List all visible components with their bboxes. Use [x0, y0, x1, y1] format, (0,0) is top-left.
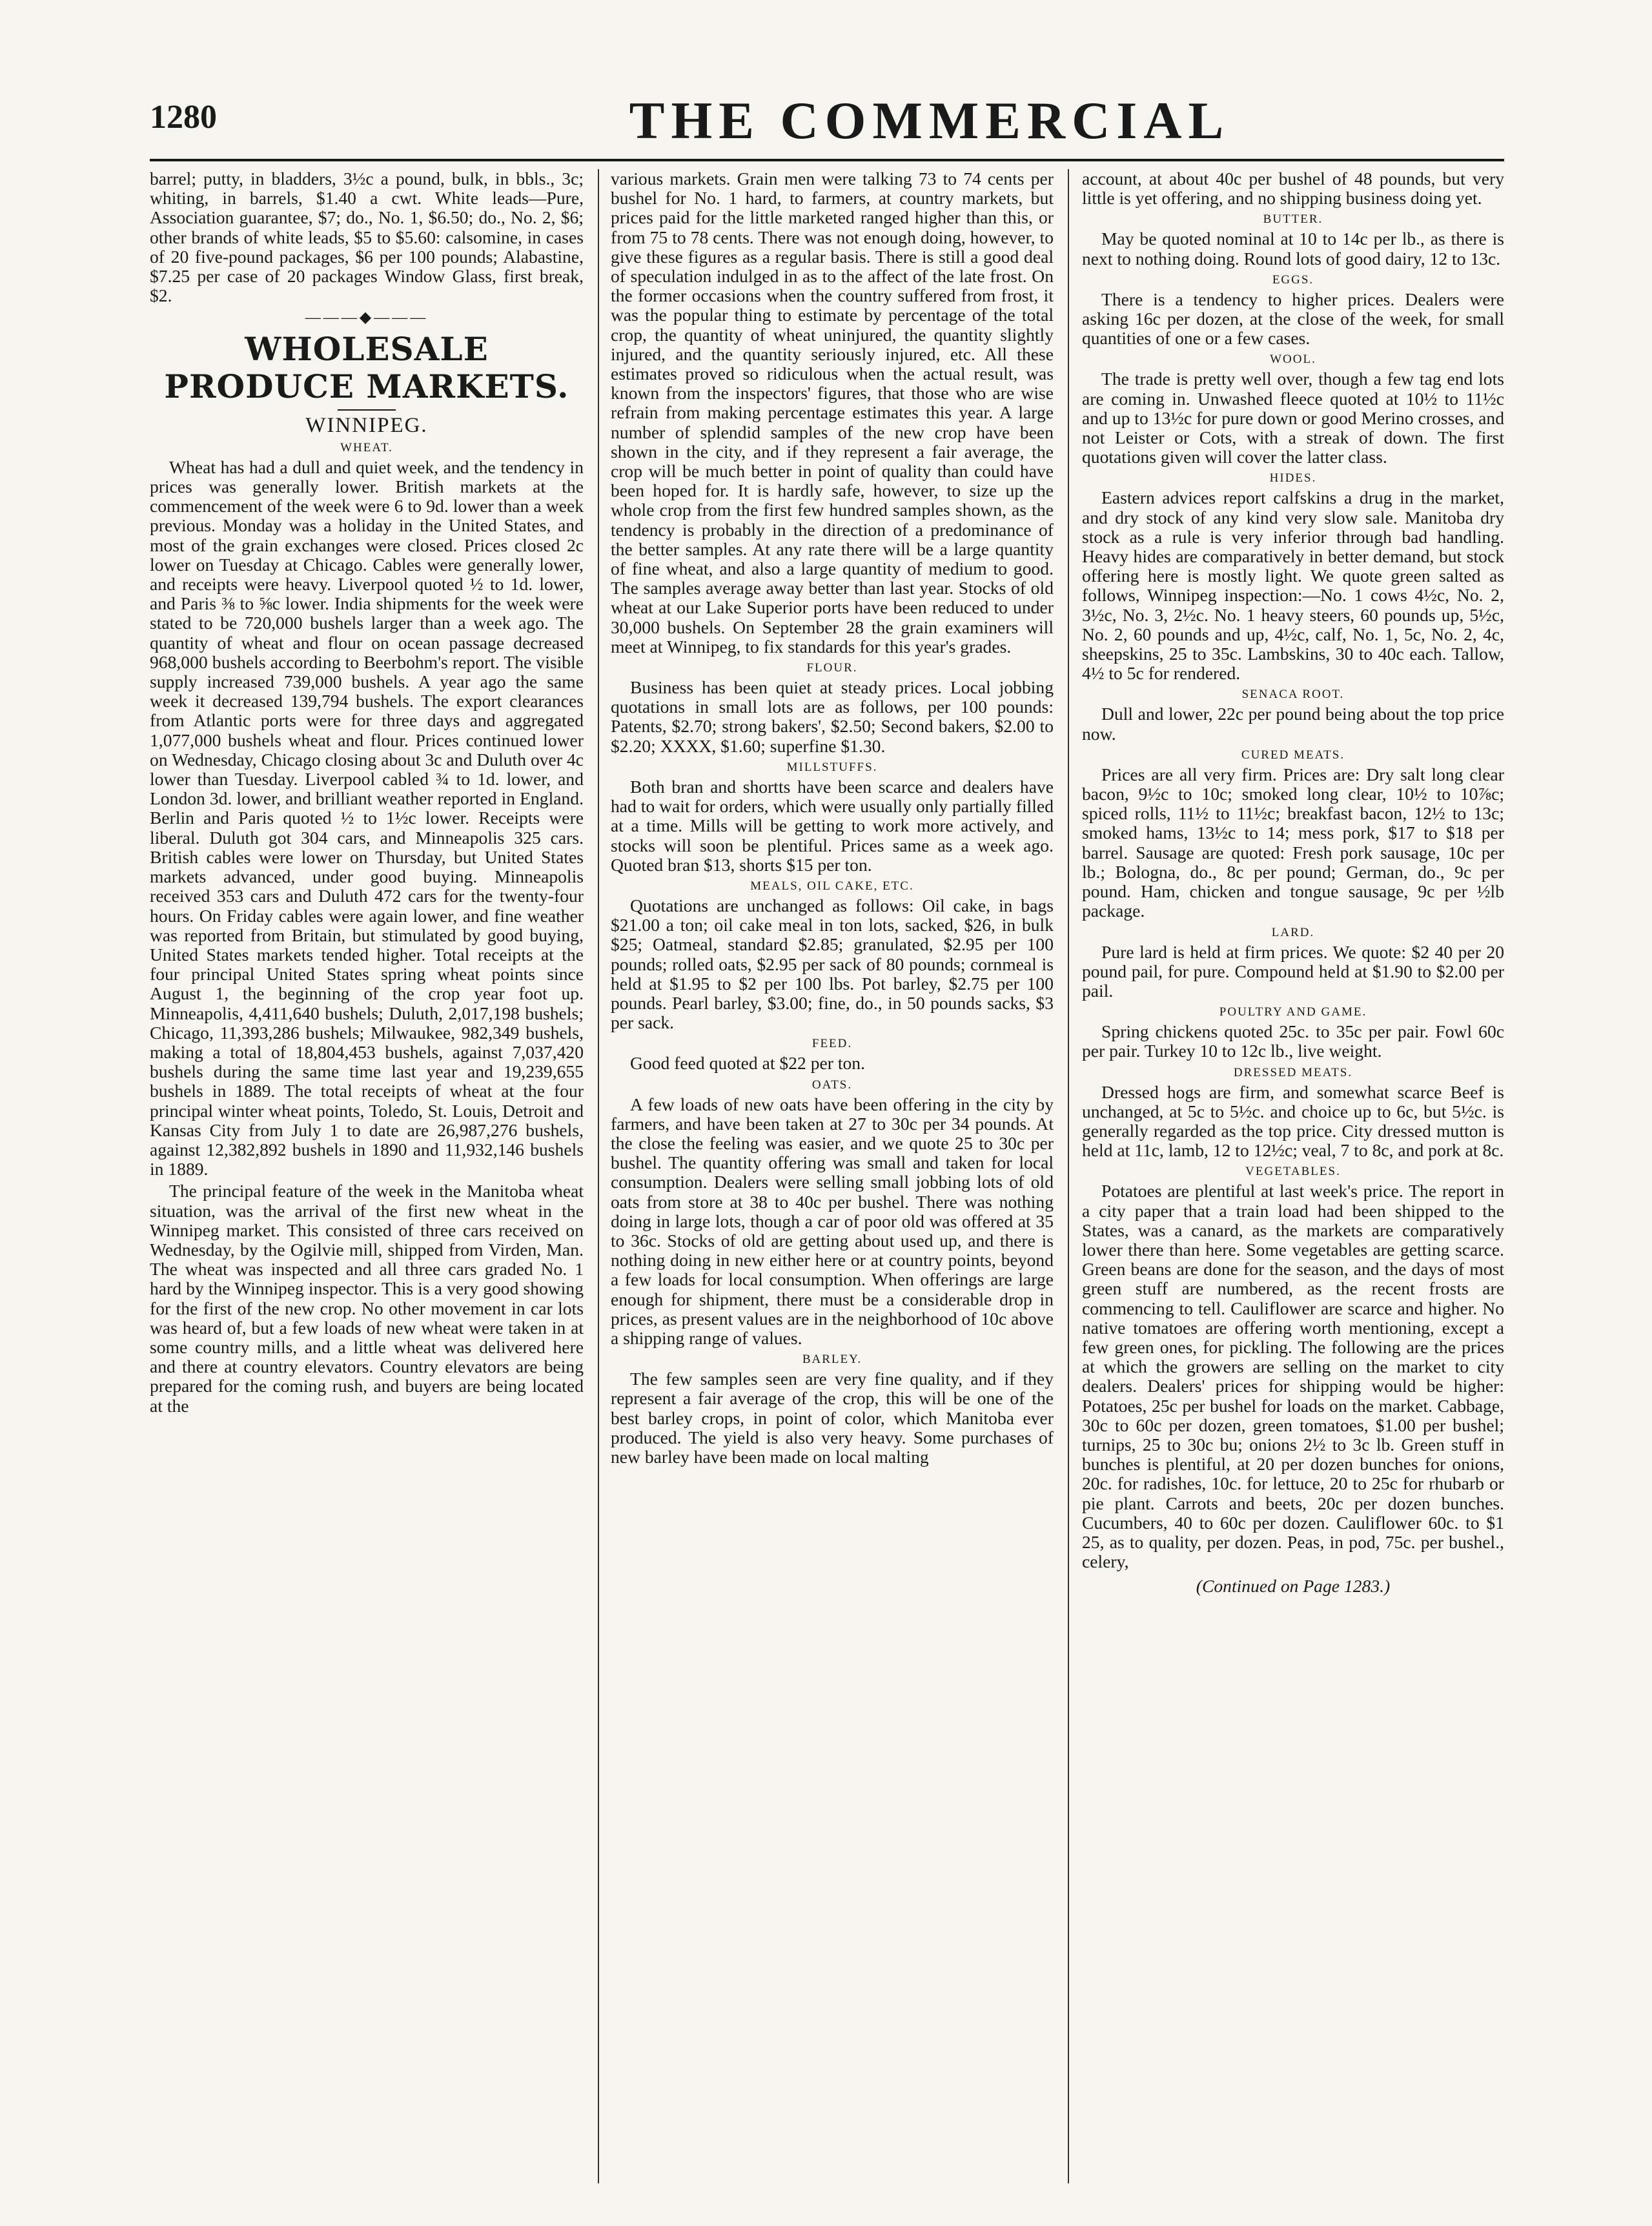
- ornament-divider: ———◆———: [305, 309, 429, 327]
- eggs-paragraph: There is a tendency to higher prices. Dealers were asking 16c per dozen, at the close of the week, for small quantities of one or a few cases.: [1082, 289, 1504, 349]
- millstuffs-heading: MILLSTUFFS.: [786, 760, 878, 774]
- feed-paragraph: Good feed quoted at $22 per ton.: [630, 1053, 865, 1074]
- poultry-paragraph: Spring chickens quoted 25c. to 35c per pair. Fowl 60c per pair. Turkey 10 to 12c lb., live weight.: [1082, 1021, 1504, 1061]
- city-heading: WINNIPEG.: [305, 413, 428, 437]
- dressed-meats-paragraph: Dressed hogs are firm, and somewhat scarce Beef is unchanged, at 5c to 5½c. and choice up to 6c, but 5½c. is generally regarded as the top price. City dressed mutton is held at 11c, lamb, 12 to 12½c; veal, 7 to 8c, and pork at 8c.: [1082, 1081, 1504, 1161]
- continued-note: (Continued on Page 1283.): [1196, 1576, 1391, 1597]
- flour-paragraph: Business has been quiet at steady prices. Local jobbing quotations in small lots are as follows, per 100 pounds: Patents, $2.70; strong bakers', $2.50; Second bakers, $2.00 to $2.20; XXXX, $1.60; superfine $1.30.: [611, 677, 1054, 756]
- meals-paragraph: Quotations are unchanged as follows: Oil cake, in bags $21.00 a ton; oil cake meal in ton lots, sacked, $26, in bulk $25; Oatmeal, standard $2.85; granulated, $2.95 per 100 pounds; rolled oats, $2.95 per sack of 80 pounds; cornmeal is held at $1.95 to $2 per 100 lbs. Pot barley, $2.75 per 100 pounds. Pearl barley, $3.00; fine, do., in 50 pounds sacks, $3 per sack.: [611, 895, 1054, 1033]
- column-1: [150, 169, 584, 2183]
- wool-heading: WOOL.: [1270, 352, 1316, 367]
- dressed-meats-heading: DRESSED MEATS.: [1233, 1065, 1353, 1079]
- wheat-paragraph: Wheat has had a dull and quiet week, and the tendency in prices was generally lower. British markets at the commencement of the week were 6 to 9d. lower than a week previous. Monday was a holiday in the United States, and most of the grain exchanges were closed. Prices closed 2c lower on Tuesday at Chicago. Cables were generally lower, and receipts were heavy. Liverpool quoted ½ to 1d. lower, and Paris ⅜ to ⅝c lower. India shipments for the week were stated to be 720,000 bushels larger than a week ago. The quantity of wheat and flour on ocean passage decreased 968,000 bushels according to Beerbohm's report. The visible supply increased 739,000 bushels. A year ago the same week it decreased 139,794 bushels. The export clearances from Atlantic ports were for three days and aggregated 1,077,000 bushels wheat and flour. Prices continued lower on Wednesday, Chicago closing about 3c and Duluth over 4c lower than Tuesday. Liverpool cabled ¾ to 1d. lower, and London 3d. lower, and brilliant weather reported in England. Berlin and Paris quoted ½ to 1½c lower. Receipts were liberal. Duluth got 304 cars, and Minneapolis 325 cars. British cables were lower on Thursday, but United States markets advanced, under good buying. Minneapolis received 353 cars and Duluth 472 cars for the twenty-four hours. On Friday cables were again lower, and fine weather was reported from Britain, but stimulated by good buying, United States markets tended higher. Total receipts at the four principal United States spring wheat points since August 1, the beginning of the crop year foot up. Minneapolis, 4,411,640 bushels; Duluth, 2,017,198 bushels; Chicago, 11,393,286 bushels; Milwaukee, 982,349 bushels, making a total of 18,804,453 bushels, against 7,037,420 bushels during the same time last year and 19,239,655 bushels in 1889. The total receipts of wheat at the four principal winter wheat points, Toledo, St. Louis, Detroit and Kansas City from July 1 to date are 26,987,276 bushels, against 12,382,892 bushels in 1890 and 11,932,146 bushels in 1889.: [150, 456, 584, 1179]
- senaca-heading: SENACA ROOT.: [1241, 688, 1345, 702]
- oats-heading: OATS.: [811, 1077, 853, 1092]
- hides-heading: HIDES.: [1269, 471, 1317, 485]
- column-3: [1082, 169, 1504, 2183]
- cured-meats-paragraph: Prices are all very firm. Prices are: Dry salt long clear bacon, 9½c to 10c; smoked long clear, 10½ to 10⅞c; spiced rolls, 11½ to 11½c; breakfast bacon, 12½ to 13c; smoked hams, 13½c to 14; mess pork, $17 to $18 per barrel. Sausage are quoted: Fresh pork sausage, 10c per lb.; Bologna, do., 8c per pound; German, do., 9c per pound. Ham, chicken and tongue sausage, 9c per ½lb package.: [1082, 764, 1504, 921]
- header-rule: [150, 159, 1504, 161]
- feed-heading: FEED.: [811, 1037, 853, 1051]
- meals-heading: MEALS, OIL CAKE, ETC.: [750, 879, 914, 893]
- lard-heading: LARD.: [1271, 925, 1315, 939]
- millstuffs-paragraph: Both bran and shortts have been scarce and dealers have had to wait for orders, which were usually only partially filled at a time. Mills will be getting to work more actively, and stocks will soon be plentiful. Prices same as a week ago. Quoted bran $13, shorts $15 per ton.: [611, 776, 1054, 875]
- senaca-paragraph: Dull and lower, 22c per pound being about the top price now.: [1082, 704, 1504, 744]
- flour-heading: FLOUR.: [806, 661, 858, 675]
- hides-paragraph: Eastern advices report calfskins a drug in the market, and dry stock of any kind very slow sale. Manitoba dry stock as a rule is very inferior through bad handling. Heavy hides are comparatively in better demand, but stock offering here is mostly light. We quote green salted as follows, Winnipeg inspection:—No. 1 cows 4½c, No. 2, 3½c, No. 3, 2½c. No. 1 heavy steers, 60 pounds up, 5½c, No. 2, 60 pounds and up, 4½c, calf, No. 1, 5c, No. 2, 4c, sheepskins, 25 to 35c. Lambskins, 30 to 40c each. Tallow, 4½ to 5c for rendered.: [1082, 487, 1504, 684]
- cured-meats-heading: CURED MEATS.: [1241, 748, 1345, 762]
- wheat-heading: WHEAT.: [340, 440, 393, 454]
- eggs-heading: EGGS.: [1272, 272, 1314, 287]
- barley-continued-paragraph: account, at about 40c per bushel of 48 pounds, but very little is yet offering, and no shipping business doing yet.: [1082, 169, 1504, 209]
- wool-paragraph: The trade is pretty well over, though a few tag end lots are coming in. Unwashed fleece quoted at 10½ to 11½c and up to 13½c for pure down or good Merino crosses, and not Leister or Cots, with a streak of down. The first quotations given will cover the latter class.: [1082, 369, 1504, 467]
- poultry-heading: POULTRY AND GAME.: [1219, 1005, 1367, 1019]
- vegetables-paragraph: Potatoes are plentiful at last week's price. The report in a city paper that a train load had been shipped to the States, was a canard, as the markets are comparatively lower there than here. Some vegetables are getting scarce. Green beans are done for the season, and the days of most green stuff are numbered, as the recent frosts are commencing to tell. Cauliflower are scarce and higher. No native tomatoes are offering worth mentioning, except a few green ones, for pickling. The following are the prices at which the growers are selling on the market to city dealers. Dealers' prices for shipping would be higher: Potatoes, 25c per bushel for loads on the market. Cabbage, 30c to 60c per dozen, green tomatoes, $1.00 per bushel; turnips, 25 to 30c bu; onions 2½ to 3c lb. Green stuff in bunches is plentiful, at 20 per dozen bunches for onions, 20c. for radishes, 10c. for lettuce, 20 to 25c for rhubarb or pie plant. Carrots and beets, 20c per dozen bunches. Cucumbers, 40 to 60c per dozen. Cauliflower 60c. to $1 25, as to quality, per dozen. Peas, in pod, 75c. per bushel., celery,: [1082, 1181, 1504, 1572]
- page-number: 1280: [150, 99, 217, 136]
- wheat-paragraph: The principal feature of the week in the Manitoba wheat situation, was the arrival of the first new wheat in the Winnipeg market. This consisted of three cars received on Wednesday, by the Ogilvie mill, shipped from Virden, Man. The wheat was inspected and all three cars graded No. 1 hard by the Winnipeg inspector. This is a very good showing for the first of the new crop. No other movement in car lots was heard of, but a few loads of new wheat were taken in at some country mills, and a little wheat was delivered here and there at country elevators. Country elevators are being prepared for the coming rush, and buyers are being located at the: [150, 1181, 584, 1416]
- butter-heading: BUTTER.: [1263, 212, 1323, 227]
- section-title: WHOLESALE PRODUCE MARKETS.: [164, 329, 569, 405]
- vegetables-heading: VEGETABLES.: [1245, 1165, 1341, 1179]
- paint-prices-paragraph: barrel; putty, in bladders, 3½c a pound, bulk, in bbls., 3c; whiting, in barrels, $1.40 a cwt. White leads—Pure, Association guarantee, $7; do., No. 1, $6.50; do., No. 2, $6; other brands of white leads, $5 to $5.60: calsomine, in cases of 20 five-pound packages, $6 per 100 pounds; Alabastine, $7.25 per case of 20 packages Window Glass, first break, $2.: [150, 169, 584, 306]
- title-rule: [338, 409, 396, 411]
- column-2: [611, 169, 1054, 2183]
- barley-paragraph: The few samples seen are very fine quality, and if they represent a fair average of the crop, this will be one of the best barley crops, in point of color, which Manitoba ever produced. The yield is also very heavy. Some purchases of new barley have been made on local malting: [611, 1369, 1054, 1467]
- column-divider: [598, 169, 599, 2183]
- butter-paragraph: May be quoted nominal at 10 to 14c per lb., as there is next to nothing doing. Round lots of good dairy, 12 to 13c.: [1082, 229, 1504, 269]
- barley-heading: BARLEY.: [802, 1353, 862, 1367]
- lard-paragraph: Pure lard is held at firm prices. We quote: $2 40 per 20 pound pail, for pure. Compound held at $1.90 to $2.00 per pail.: [1082, 941, 1504, 1001]
- masthead: THE COMMERCIAL: [629, 91, 1230, 150]
- wheat-continued-paragraph: various markets. Grain men were talking 73 to 74 cents per bushel for No. 1 hard, to farmers, at country markets, but prices paid for the little marketed ranged higher than this, or from 75 to 78 cents. There was not enough doing, however, to give these figures as a regular basis. There is still a good deal of speculation indulged in as to the affect of the late frost. On the former occasions when the country suffered from frost, it was the popular thing to estimate by percentage of the total crop, the quantity of wheat uninjured, the quantity slightly injured, and the quantity seriously injured, etc. All these estimates proved so ridiculous when the actual result, was known from the inspectors' figures, that those who are wise refrain from making percentage estimates this year. A large number of splendid samples of the new crop have been shown in the city, and if they represent a fair average, the crop will be much better in point of quality than could have been hoped for. It is hardly safe, however, to size up the whole crop from the first few hundred samples shown, as the tendency is probably in the direction of a predominance of the better samples. At any rate there will be a large quantity of fine wheat, and also a large quantity of medium to good. The samples average away better than last year. Stocks of old wheat at our Lake Superior ports have been reduced to under 30,000 bushels. On September 28 the grain examiners will meet at Winnipeg, to fix standards for this year's grades.: [611, 169, 1054, 657]
- column-divider: [1068, 169, 1069, 2183]
- oats-paragraph: A few loads of new oats have been offering in the city by farmers, and have been taken at 27 to 30c per 34 pounds. At the close the feeling was easier, and we quote 25 to 30c per bushel. The quantity offering was small and taken for local consumption. Dealers were selling small jobbing lots of old oats from store at 38 to 40c per bushel. There was nothing doing in large lots, though a car of poor old was offered at 35 to 36c. Stocks of old are getting about used up, and there is nothing doing in new either here or at country points, beyond a few loads for local consumption. When offerings are large enough for shipment, there must be a considerable drop in prices, as present values are in the neighborhood of 10c above a shipping range of values.: [611, 1094, 1054, 1348]
